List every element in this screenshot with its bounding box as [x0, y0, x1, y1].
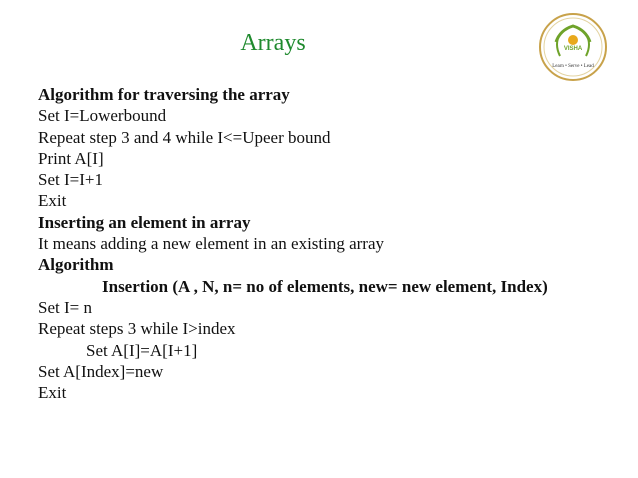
text-line: It means adding a new element in an existing array [38, 234, 385, 254]
text-line: Print A[I] [38, 148, 104, 168]
slide-content [38, 84, 628, 403]
text-line-indented: Set A[I]=A[I+1] [86, 340, 198, 360]
text-line: Set I= n [38, 297, 92, 317]
logo-top-text: VISHA [563, 46, 583, 52]
heading-inserting: Inserting an element in array [38, 212, 251, 232]
text-line: Exit [38, 191, 67, 211]
text-line: Set I=Lowerbound [38, 106, 167, 126]
text-line: Repeat step 3 and 4 while I<=Upeer bound [38, 127, 331, 147]
text-line: Set I=I+1 [38, 170, 103, 190]
logo-bottom-text: Learn • Serve • Lead [552, 64, 594, 69]
text-line: Repeat steps 3 while I>index [38, 319, 236, 339]
insertion-signature: Insertion (A , N, n= no of elements, new= new element, Index) [102, 276, 548, 296]
heading-algorithm: Algorithm [38, 255, 114, 275]
visha-logo-icon [538, 12, 608, 82]
heading-traversing: Algorithm for traversing the array [38, 85, 290, 104]
slide-title: Arrays [240, 30, 306, 56]
text-line: Set A[Index]=new [38, 361, 164, 381]
text-line: Exit [38, 383, 67, 403]
